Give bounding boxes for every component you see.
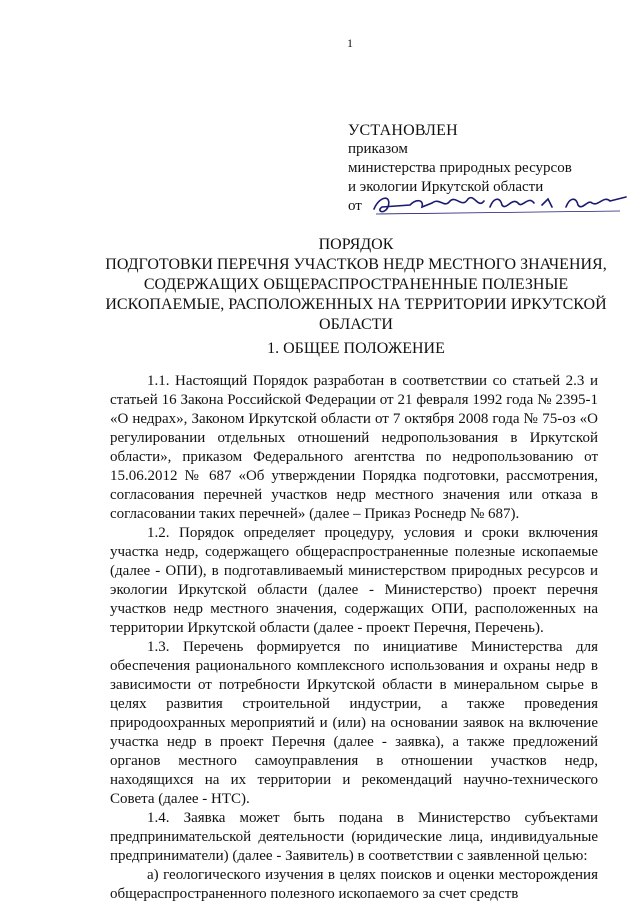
approval-date-prefix: от xyxy=(348,198,362,214)
document-title-line: ОБЛАСТИ xyxy=(319,316,393,333)
section-heading: 1. ОБЩЕЕ ПОЛОЖЕНИЕ xyxy=(267,340,445,357)
document-title-line: ПОДГОТОВКИ ПЕРЕЧНЯ УЧАСТКОВ НЕДР МЕСТНОГО ЗНАЧЕНИЯ, xyxy=(105,256,607,273)
paragraph: 1.1. Настоящий Порядок разработан в соответствии со статьей 2.3 и статьей 16 Закона Российской Федерации от 21 февраля 1992 года № 2395-1 «О недрах», Законом Иркутской области от 7 октября 2008 года № 75-оз «О регулировании отдельных отношений недропользования в Иркутской области», приказом Федерального агентства по недропользованию от 15.06.2012 № 687 «Об утверждении Порядка подготовки, рассмотрения, согласования перечней участков недр местного значения или отказа в согласовании таких перечней» (далее – Приказ Роснедр № 687). xyxy=(110,373,598,522)
document-title xyxy=(96,235,616,335)
approval-line: и экологии Иркутской области xyxy=(348,179,544,195)
paragraph: 1.2. Порядок определяет процедуру, условия и сроки включения участка недр, содержащего общераспространенные полезные ископаемые (далее - ОПИ), в подготавливаемый министерством природных ресурсов и экологии Иркутской области (далее - Министерство) проект перечня участков недр местного значения, содержащих ОПИ, расположенных на территории Иркутской области (далее - проект Перечня, Перечень). xyxy=(110,525,598,636)
paragraph: 1.4. Заявка может быть подана в Министерство субъектами предпринимательской деятельности (юридические лица, индивидуальные предприниматели) (далее - Заявитель) в соответствии с заявленной целью: xyxy=(110,810,598,864)
document-title-line: ПОРЯДОК xyxy=(318,236,394,253)
document-title-line: ИСКОПАЕМЫЕ, РАСПОЛОЖЕННЫХ НА ТЕРРИТОРИИ ИРКУТСКОЙ xyxy=(105,296,607,313)
handwritten-date-image xyxy=(370,187,630,217)
approval-title: УСТАНОВЛЕН xyxy=(348,122,458,139)
page-number: 1 xyxy=(347,36,353,50)
approval-line: приказом xyxy=(348,141,408,157)
approval-line: министерства природных ресурсов xyxy=(348,160,572,176)
approval-block xyxy=(348,121,572,216)
paragraph: а) геологического изучения в целях поисков и оценки месторождения общераспространенного полезного ископаемого за счет средств xyxy=(110,867,598,902)
document-title-line: СОДЕРЖАЩИХ ОБЩЕРАСПРОСТРАНЕННЫЕ ПОЛЕЗНЫЕ xyxy=(143,276,569,293)
approval-date-line xyxy=(348,197,572,216)
paragraph: 1.3. Перечень формируется по инициативе Министерства для обеспечения рационального комплексного использования и охраны недр в зависимости от потребности Иркутской области в минеральном сырье в целях развития строительной индустрии, а также проведения природоохранных мероприятий и (или) на основании заявок на включение участка недр в проект Перечня (далее - заявка), а также предложений органов местного самоуправления в отношении участков недр, находящихся на их территории и рекомендаций научно-технического Совета (далее - НТС). xyxy=(110,639,598,807)
document-body xyxy=(110,372,598,904)
